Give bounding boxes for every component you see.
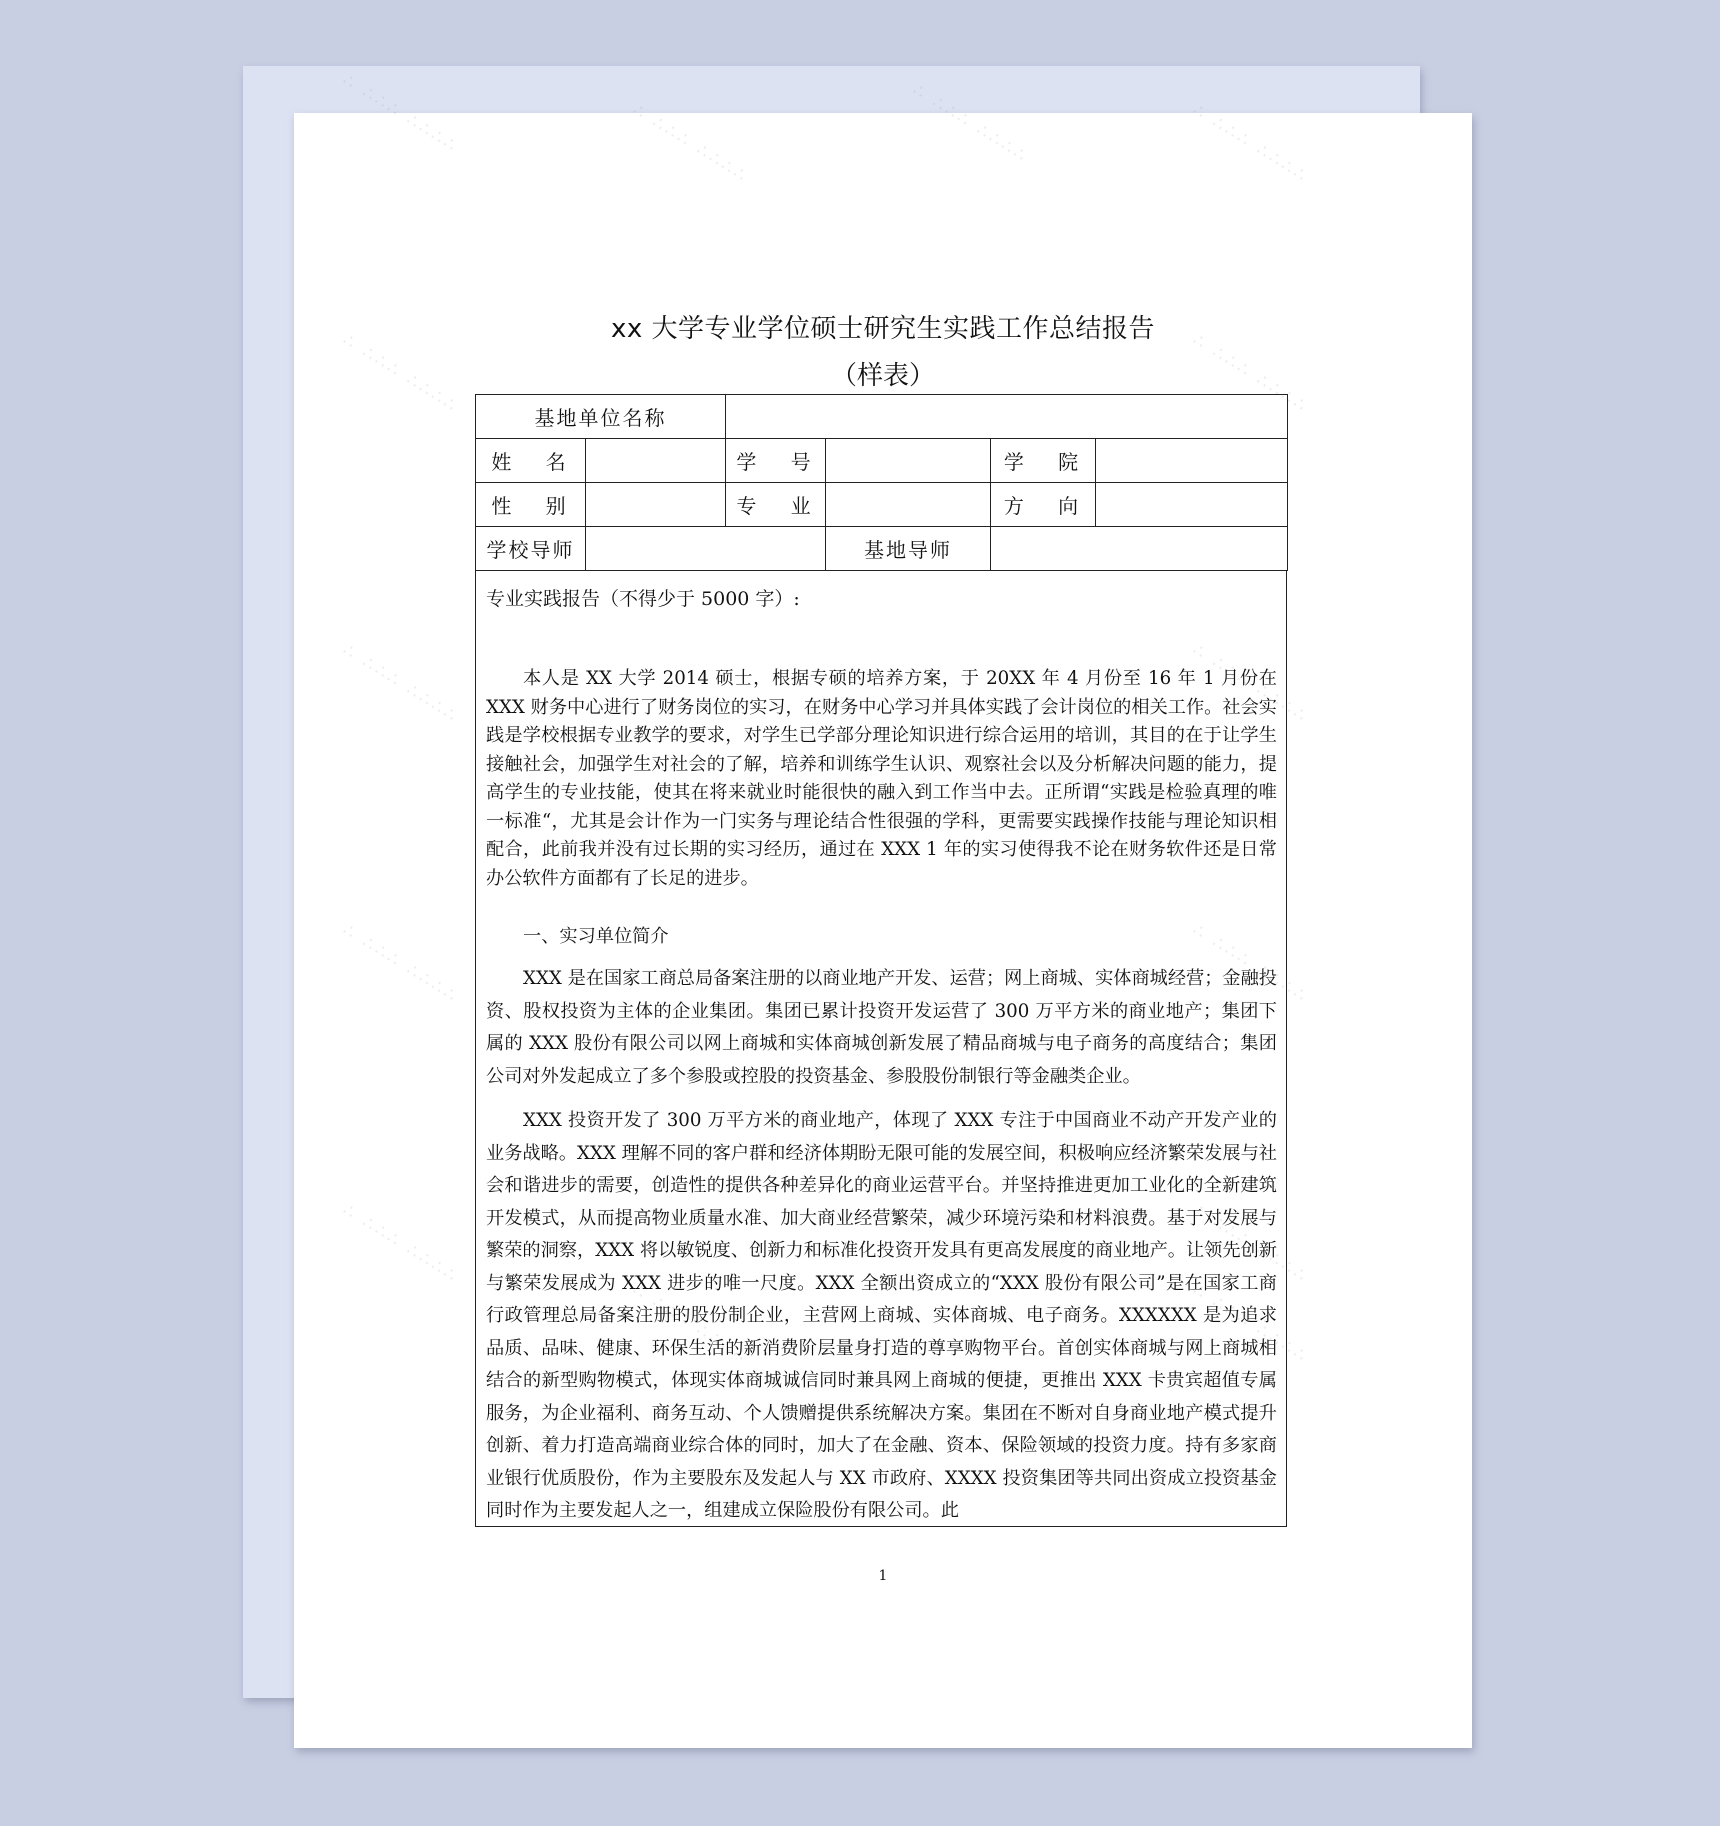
direction-label: 方 向: [991, 483, 1096, 527]
table-row: [476, 483, 1288, 527]
intro-paragraph: 本人是 XX 大学 2014 硕士，根据专硕的培养方案，于 20XX 年 4 月份至 16 年 1 月份在 XXX 财务中心进行了财务岗位的实习，在财务中心学习并具体实践了会计岗位的相关工作。社会实践是学校根据专业教学的要求，对学生已学部分理论知识进行综合运用的培训，其目的在于让学生接触社会，加强学生对社会的了解，培养和训练学生认识、观察社会以及分析解决问题的能力，提高学生的专业技能，使其在将来就业时能很快的融入到工作当中去。正所谓“实践是检验真理的唯一标准“，尤其是会计作为一门实务与理论结合性很强的学科，更需要实践操作技能与理论知识相配合，此前我并没有过长期的实习经历，通过在 XXX 1 年的实习使得我不论在财务软件还是日常办公软件方面都有了长足的进步。: [486, 668, 1277, 889]
watermark: ∴ ∴∴∴ ∴∴∴∴: [1188, 1279, 1313, 1368]
student-id-field[interactable]: [826, 439, 991, 483]
watermark: ∴ ∴∴∴ ∴∴∴∴: [1188, 639, 1313, 728]
section-1-title: 一、实习单位简介: [523, 926, 669, 947]
watermark: ∴ ∴∴∴ ∴∴∴∴: [338, 1199, 463, 1288]
college-label: 学 院: [991, 439, 1096, 483]
gender-field[interactable]: [586, 483, 726, 527]
base-unit-field[interactable]: [726, 395, 1288, 439]
major-label: 专 业: [726, 483, 826, 527]
watermark: ∴ ∴∴∴ ∴∴∴∴: [338, 329, 463, 418]
page-number: 1: [878, 1568, 888, 1584]
name-field[interactable]: [586, 439, 726, 483]
student-info-table: [475, 394, 1288, 571]
student-id-label: 学 号: [726, 439, 826, 483]
school-advisor-label: 学校导师: [476, 527, 586, 571]
practice-report-box: [475, 571, 1287, 1527]
watermark: ∴ ∴∴∴ ∴∴∴∴: [338, 69, 463, 158]
base-advisor-field[interactable]: [991, 527, 1288, 571]
name-label: 姓 名: [476, 439, 586, 483]
table-row: [476, 439, 1288, 483]
base-advisor-label: 基地导师: [826, 527, 991, 571]
section-1-paragraph: XXX 是在国家工商总局备案注册的以商业地产开发、运营；网上商城、实体商城经营；金融投资、股权投资为主体的企业集团。集团已累计投资开发运营了 300 万平方米的商业地产；集团下属的 XXX 股份有限公司以网上商城和实体商城创新发展了精品商城与电子商务的高度结合；集团公司对外发起成立了多个参股或控股的投资基金、参股股份制银行等金融类企业。: [486, 968, 1277, 1087]
watermark: ∴ ∴∴∴ ∴∴∴∴: [628, 1279, 753, 1368]
college-field[interactable]: [1096, 439, 1288, 483]
watermark: ∴ ∴∴∴ ∴∴∴∴: [338, 919, 463, 1008]
document-subtitle: （样表）: [830, 361, 935, 391]
major-field[interactable]: [826, 483, 991, 527]
report-heading: 专业实践报告（不得少于 5000 字）:: [486, 588, 800, 610]
table-row: [476, 527, 1288, 571]
watermark: ∴ ∴∴∴ ∴∴∴∴: [908, 79, 1033, 168]
watermark: ∴ ∴∴∴ ∴∴∴∴: [1188, 919, 1313, 1008]
watermark: ∴ ∴∴∴ ∴∴∴∴: [1188, 329, 1313, 418]
watermark: ∴ ∴∴∴ ∴∴∴∴: [338, 639, 463, 728]
document-page: [294, 69, 1472, 1748]
document-title: xx 大学专业学位硕士研究生实践工作总结报告: [610, 314, 1156, 344]
watermark: ∴ ∴∴∴ ∴∴∴∴: [1188, 99, 1313, 188]
base-unit-label: 基地单位名称: [476, 395, 726, 439]
school-advisor-field[interactable]: [586, 527, 826, 571]
report-form: [475, 394, 1287, 1527]
section-1-paragraph: XXX 投资开发了 300 万平方米的商业地产，体现了 XXX 专注于中国商业不动产开发产业的业务战略。XXX 理解不同的客户群和经济体期盼无限可能的发展空间，积极响应经济繁荣发展与社会和谐进步的需要，创造性的提供各种差异化的商业运营平台。并坚持推进更加工业化的全新建筑开发模式，从而提高物业质量水准、加大商业经营繁荣，减少环境污染和材料浪费。基于对发展与繁荣的洞察，XXX 将以敏锐度、创新力和标准化投资开发具有更高发展度的商业地产。让领先创新与繁荣发展成为 XXX 进步的唯一尺度。XXX 全额出资成立的“XXX 股份有限公司”是在国家工商行政管理总局备案注册的股份制企业，主营网上商城、实体商城、电子商务。XXXXXX 是为追求品质、品味、健康、环保生活的新消费阶层量身打造的尊享购物平台。首创实体商城与网上商城相结合的新型购物模式，体现实体商城诚信同时兼具网上商城的便捷，更推出 XXX 卡贵宾超值专属服务，为企业福利、商务互动、个人馈赠提供系统解决方案。集团在不断对自身商业地产模式提升创新、着力打造高端商业综合体的同时，加大了在金融、资本、保险领域的投资力度。持有多家商业银行优质股份，作为主要股东及发起人与 XX 市政府、XXXX 投资集团等共同出资成立投资基金 同时作为主要发起人之一，组建成立保险股份有限公司。此: [486, 1110, 1277, 1521]
watermark: ∴ ∴∴∴ ∴∴∴∴: [1188, 1199, 1313, 1288]
table-row: [476, 395, 1288, 439]
gender-label: 性 别: [476, 483, 586, 527]
direction-field[interactable]: [1096, 483, 1288, 527]
watermark: ∴ ∴∴∴ ∴∴∴∴: [628, 99, 753, 188]
